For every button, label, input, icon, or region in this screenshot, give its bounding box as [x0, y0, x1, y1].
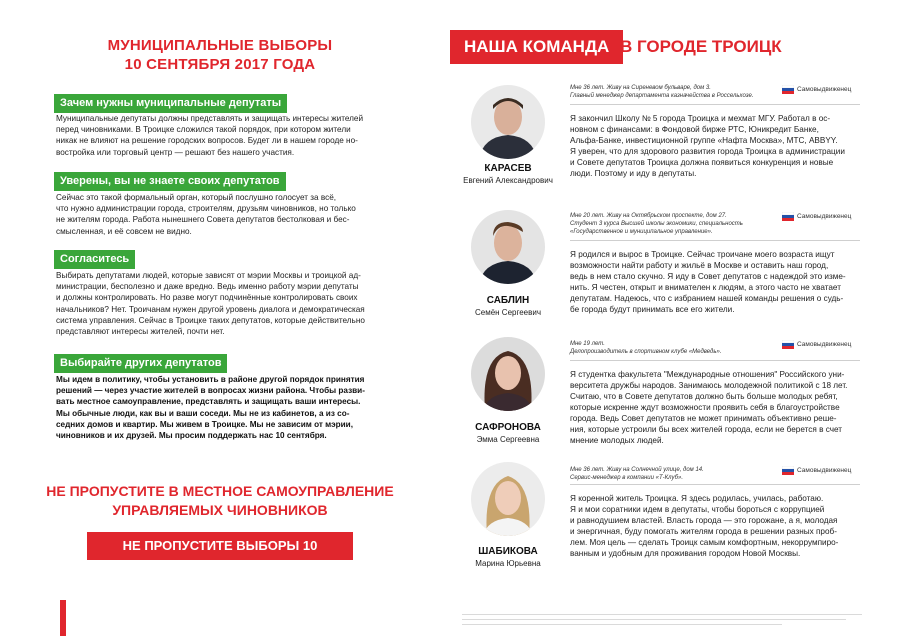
bio-line: и равнодушием властей. Власть города — это горожане, а я, молодая	[570, 516, 838, 525]
flag-icon	[782, 85, 794, 94]
meta-line: «Государственное и муниципальное управление».	[570, 229, 713, 235]
divider	[570, 240, 860, 241]
bio-line: Я студентка факультета "Международные отношения" Российского уни-	[570, 370, 845, 379]
cta-line: УПРАВЛЯЕМЫХ ЧИНОВНИКОВ	[112, 502, 328, 518]
candidate-surname: ШАБИКОВА	[478, 546, 538, 557]
candidate-surname: КАРАСЕВ	[484, 163, 532, 174]
candidate-photo	[471, 337, 545, 411]
section-text	[56, 113, 386, 158]
section-text	[56, 374, 386, 441]
text-line: и должны контролировать. Но разве могут подчинённые контролировать своих	[56, 293, 358, 303]
candidate-bio	[570, 493, 870, 559]
text-line: чиновников и их друзей. Мы просим поддержать нас 10 сентября.	[56, 431, 327, 441]
bio-line: ванным и удобным для проживания городом Новой Москвы.	[570, 549, 801, 558]
bio-line: верситета дружбы народов. Занимаюсь молодежной политикой с 18 лет.	[570, 381, 848, 390]
bio-line: города. Ведь Совет депутатов не может принимать объективно реше-	[570, 414, 837, 423]
meta-line: Мне 36 лет. Живу на Солнечной улице, дом 14.	[570, 467, 704, 473]
divider	[570, 104, 860, 105]
bio-line: Я родился и вырос в Троицке. Сейчас троичане моего возраста ищут	[570, 250, 835, 259]
self-nominated-badge	[782, 85, 851, 94]
bio-line: лем. Моя цель — сделать Троицк самым комфортным, некоррумпиро-	[570, 538, 839, 547]
candidate-patronymic: Марина Юрьевна	[475, 559, 541, 568]
text-line: не жителям города. Работа нынешнего Совета депутатов бестолковая и бес-	[56, 215, 350, 225]
section-heading: Зачем нужны муниципальные депутаты	[54, 94, 287, 113]
bio-line: Я коренной житель Троицка. Я здесь родилась, училась, работаю.	[570, 494, 824, 503]
footer-fineprint	[462, 612, 862, 628]
candidate-photo	[471, 85, 545, 159]
text-line: Сейчас это такой формальный орган, который послушно голосует за всё,	[56, 193, 337, 202]
candidate-patronymic: Эмма Сергеевна	[476, 435, 540, 444]
divider	[570, 484, 860, 485]
candidate-surname: САФРОНОВА	[475, 422, 541, 433]
bio-line: Считаю, что в Совете депутатов должно быть больше молодых ребят,	[570, 392, 838, 401]
meta-line: Делопроизводитель в спортивном клубе «Медведь».	[570, 349, 722, 355]
meta-line: Мне 36 лет. Живу на Сиреневом бульваре, дом 3.	[570, 85, 711, 91]
candidate-bio	[570, 113, 870, 179]
bio-line: и энергичная, буду помогать жителям города в решении разных проб-	[570, 527, 837, 536]
text-line: востройка или торговый центр — решают без нашего участия.	[56, 147, 295, 157]
self-nominated-label: Самовыдвиженец	[797, 341, 852, 349]
bio-line: люди. Поэтому и иду в депутаты.	[570, 169, 697, 178]
meta-line: Мне 19 лет.	[570, 341, 605, 347]
flag-icon	[782, 466, 794, 475]
bio-line: депутатам. Надеюсь, что с избранием нашей команды решения о судь-	[570, 294, 844, 303]
section-heading: Выбирайте других депутатов	[54, 354, 227, 373]
section-heading: Уверены, вы не знаете своих депутатов	[54, 172, 286, 191]
candidate-bio	[570, 369, 870, 446]
bio-line: мнение молодых людей.	[570, 436, 664, 445]
bio-line: ния, которые устроили бы всех жителей города, если не берется в счет	[570, 425, 843, 434]
team-label: НАША КОМАНДА	[450, 30, 623, 64]
section-text	[56, 192, 386, 237]
text-line: министрации, бесполезно и даже вредно. Ведь именно работу мэрии депутаты	[56, 282, 359, 292]
city-label: В ГОРОДЕ ТРОИЦК	[620, 37, 782, 56]
bio-line: Я уверен, что для здорового развития города Троицка в администрации	[570, 147, 845, 156]
bio-line: ведь в нем стало скучно. Я иду в Совет депутатов с надеждой это изме-	[570, 272, 846, 281]
text-line: Мы идем в политику, чтобы установить в районе другой порядок принятия	[56, 375, 365, 384]
text-line: вать местное самоуправление, представлять и защищать ваши интересы.	[56, 397, 361, 407]
text-line: Муниципальные депутаты должны представлять и защищать интересы жителей	[56, 114, 364, 123]
left-title	[60, 36, 380, 74]
section-text	[56, 270, 386, 337]
candidate-surname: САБЛИН	[486, 295, 530, 306]
candidate-photo	[471, 210, 545, 284]
left-title-line1: МУНИЦИПАЛЬНЫЕ ВЫБОРЫ	[107, 37, 333, 54]
bio-line: и Совете депутатов Троицка должна появиться конкуренция и новые	[570, 158, 834, 167]
text-line: что нужно администрации города, строителям, друзьям чиновников, но только	[56, 204, 356, 214]
text-line: никак не влияют на решение городских вопросов. Будет ли в нашем городе но-	[56, 136, 358, 146]
bio-line: нить. Я честен, открыт и внимателен к людям, а этого часто не хватает	[570, 283, 841, 292]
meta-line: Студент 3 курса Высшей школы экономики, специальность	[570, 221, 743, 227]
candidate-patronymic: Евгений Александрович	[463, 176, 553, 185]
candidate-patronymic: Семён Сергеевич	[474, 308, 542, 317]
self-nominated-badge	[782, 212, 851, 221]
candidate-meta	[570, 466, 780, 482]
edge-mark	[60, 600, 66, 636]
self-nominated-badge	[782, 340, 851, 349]
candidate-photo	[471, 462, 545, 536]
flag-icon	[782, 340, 794, 349]
candidate-meta	[570, 340, 780, 356]
meta-line: Главный менеджер департамента казначейства в Россельхозе.	[570, 93, 754, 99]
meta-line: Сервис-менеджер в компании «Т-Клуб».	[570, 475, 684, 481]
flag-icon	[782, 212, 794, 221]
bio-line: которые искренне ждут возможности проявить себя в благоустройстве	[570, 403, 840, 412]
bio-line: Я закончил Школу № 5 города Троицка и мехмат МГУ. Работал в ос-	[570, 114, 831, 123]
text-line: Выбирать депутатами людей, которые зависят от мэрии Москвы и троицкой ад-	[56, 271, 361, 280]
bio-line: Альфа-Банке, инвестиционной группе «Нафта Москва», МТС, ABBYY.	[570, 136, 838, 145]
bio-line: Я и мои соратники идем в депутаты, чтобы бороться с коррупцией	[570, 505, 825, 514]
cta-banner: НЕ ПРОПУСТИТЕ ВЫБОРЫ 10 СЕНТЯБРЯ	[87, 532, 353, 560]
text-line: система управления. Сейчас в Троицке таких депутатов, которые действительно	[56, 315, 365, 325]
text-line: Мы обычные люди, как вы и ваши соседи. Мы не из кабинетов, а из со-	[56, 408, 350, 418]
left-title-line2: 10 СЕНТЯБРЯ 2017 ГОДА	[124, 56, 316, 73]
text-line: смысленная, и её совсем не видно.	[56, 226, 192, 236]
section-heading: Согласитесь	[54, 250, 135, 269]
bio-line: новном с финансами: в Фондовой бирже РТС, Юникредит Банке,	[570, 125, 819, 134]
self-nominated-badge	[782, 466, 851, 475]
candidate-meta	[570, 84, 780, 100]
text-line: седних домов и квартир. Мы живем в Троицке. Мы не зависим от мэрии,	[56, 419, 353, 429]
candidate-meta	[570, 212, 780, 236]
self-nominated-label: Самовыдвиженец	[797, 467, 852, 475]
bio-line: возможности найти работу и жильё в Москве и оставить наш город,	[570, 261, 829, 270]
bio-line: бе города будут принимать все его жители.	[570, 305, 735, 314]
cta-line: НЕ ПРОПУСТИТЕ В МЕСТНОЕ САМОУПРАВЛЕНИЕ	[46, 483, 394, 499]
meta-line: Мне 20 лет. Живу на Октябрьском проспекте, дом 27.	[570, 213, 727, 219]
candidate-bio	[570, 249, 870, 315]
self-nominated-label: Самовыдвиженец	[797, 213, 852, 221]
divider	[570, 360, 860, 361]
text-line: начальников? Нет. Троичанам нужен другой уровень диалога и демократическая	[56, 304, 365, 314]
cta-text	[44, 482, 396, 520]
self-nominated-label: Самовыдвиженец	[797, 86, 852, 94]
text-line: решений — через участие жителей в вопросах жизни района. Чтобы разви-	[56, 386, 365, 396]
text-line: представляют интересы жителей, почти нет.	[56, 327, 225, 337]
text-line: перед чиновниками. В Троицке сложился такой порядок, при котором жители	[56, 125, 351, 135]
